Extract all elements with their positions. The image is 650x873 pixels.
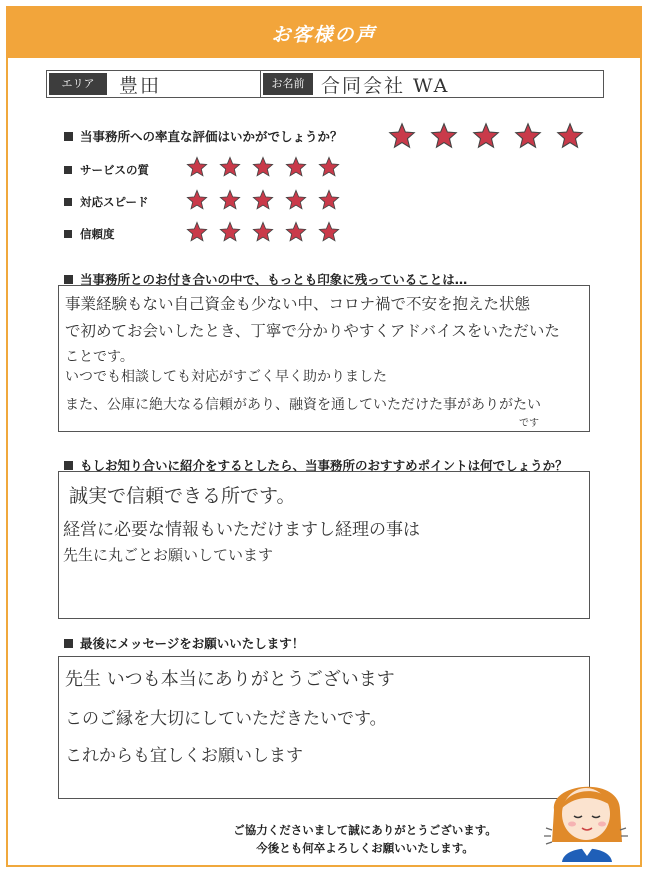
impression-line: です [519, 418, 539, 429]
star-icon [252, 189, 274, 211]
name-value: 合同会社 WA [321, 75, 450, 97]
star-icon [388, 122, 416, 150]
recommend-answer-box [58, 471, 590, 619]
header-bar [6, 6, 642, 58]
recommend-line: 経営に必要な情報もいただけますし経理の事は [63, 520, 420, 540]
impression-question: 当事務所とのお付き合いの中で、もっとも印象に残っていることは… [64, 270, 467, 288]
star-icon [252, 156, 274, 178]
star-icon [472, 122, 500, 150]
star-icon [186, 189, 208, 211]
info-divider [260, 71, 261, 97]
star-icon [556, 122, 584, 150]
category-label-speed: 対応スピード [64, 194, 149, 210]
area-label: エリア [49, 73, 107, 95]
star-icon [219, 156, 241, 178]
star-icon [285, 156, 307, 178]
message-line: このご縁を大切にしていただきたいです。 [65, 709, 387, 729]
area-value: 豊田 [119, 75, 162, 97]
footer-thanks-line2: 今後とも何卒よろしくお願いいたします。 [256, 841, 474, 855]
impression-line: で初めてお会いしたとき、丁寧で分かりやすくアドバイスをいただいた [65, 322, 560, 340]
category-label-trust: 信頼度 [64, 226, 115, 242]
star-icon [430, 122, 458, 150]
overall-question: 当事務所への率直な評価はいかがでしょうか？ [64, 127, 343, 145]
message-answer-box [58, 656, 590, 799]
star-icon [186, 156, 208, 178]
star-icon [219, 221, 241, 243]
page-title: お客様の声 [271, 24, 377, 46]
footer-thanks-line1: ご協力くださいまして誠にありがとうございます。 [233, 823, 497, 837]
overall-stars [388, 122, 598, 150]
category-label-quality: サービスの質 [64, 162, 149, 178]
star-icon [318, 156, 340, 178]
star-icon [186, 221, 208, 243]
impression-line: また、公庫に絶大なる信頼があり、融資を通していただけた事がありがたい [65, 397, 541, 413]
message-line: これからも宜しくお願いします [65, 746, 303, 766]
impression-answer-box [58, 285, 590, 432]
star-icon [219, 189, 241, 211]
recommend-line: 誠実で信頼できる所です。 [69, 485, 296, 507]
category-stars-trust [186, 221, 351, 243]
impression-line: ことです。 [65, 349, 134, 365]
star-icon [285, 189, 307, 211]
star-icon [252, 221, 274, 243]
name-label: お名前 [263, 73, 313, 95]
message-line: 先生 いつも本当にありがとうございます [65, 669, 395, 690]
impression-line: いつでも相談しても対応がすごく早く助かりました [65, 369, 387, 385]
impression-line: 事業経験もない自己資金も少ない中、コロナ禍で不安を抱えた状態 [65, 295, 531, 313]
recommend-question: もしお知り合いに紹介をするとしたら、当事務所のおすすめポイントは何でしょうか？ [64, 456, 568, 474]
mascot-girl-icon [540, 770, 632, 862]
star-icon [318, 221, 340, 243]
recommend-line: 先生に丸ごとお願いしています [63, 546, 274, 564]
info-row [46, 70, 604, 98]
category-stars-speed [186, 189, 351, 211]
message-question: 最後にメッセージをお願いいたします！ [64, 634, 304, 652]
star-icon [514, 122, 542, 150]
star-icon [318, 189, 340, 211]
category-stars-quality [186, 156, 351, 178]
star-icon [285, 221, 307, 243]
